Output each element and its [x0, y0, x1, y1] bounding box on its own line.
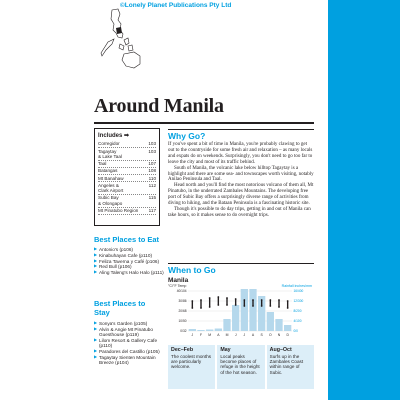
climate-chart	[166, 283, 314, 341]
list-item: ▶ Tagaytay Sienten Mountain Breeze (p104)	[94, 355, 166, 365]
right-tick-label: 12/300	[293, 299, 304, 304]
left-tick-label: 40/104	[176, 289, 187, 294]
includes-item[interactable]: Mt Pinatubo Region 117	[98, 207, 156, 213]
left-tick-label: 30/86	[178, 299, 187, 304]
month-label: A	[217, 333, 220, 337]
rainfall-bar	[223, 319, 230, 331]
left-axis	[177, 289, 187, 333]
list-item: ▶ Sonya's Garden (p105)	[94, 321, 166, 326]
temp-high-point	[235, 298, 237, 300]
rainfall-bar	[232, 305, 239, 331]
temp-low-point	[209, 306, 211, 308]
month-label: A	[251, 333, 255, 337]
temp-high-point	[269, 299, 271, 301]
rainfall-bar	[275, 319, 282, 331]
best-eat-heading: Best Places to Eat	[94, 235, 160, 244]
season-text: Surfs up in the Zambales Coast within range of Subic.	[269, 354, 304, 375]
list-item: ▶ Aling Taleng's Halo Halo (p111)	[94, 270, 166, 275]
list-item: ▶ Alvin & Angie Mt Pinatubo Guesthouse (p119)	[94, 327, 166, 337]
copyright-text: ©Lonely Planet Publications Pty Ltd	[120, 2, 232, 9]
includes-item[interactable]: Corregidor 103	[98, 141, 156, 147]
list-item: ▶ Red Bull (p106)	[94, 264, 166, 269]
month-label: M	[225, 333, 229, 337]
paragraph: Though it's possible to do day trips, getting in and out of Manila can take hours, so it makes sense to do overnight trips.	[168, 206, 311, 218]
month-label: J	[191, 333, 194, 337]
temp-low-point	[261, 305, 263, 307]
list-item: ▶ Antonio's (p106)	[94, 247, 166, 252]
temp-low-point	[191, 307, 193, 309]
season-box	[168, 345, 215, 389]
temp-low-point	[252, 305, 254, 307]
temp-high-point	[217, 296, 219, 298]
page-edge-gap	[314, 0, 328, 400]
list-item: ▶ Feliza Taverna y Café (p106)	[94, 259, 166, 264]
left-tick-label: 0/32	[180, 329, 187, 334]
temp-axis-label: °C/°F Temp	[168, 284, 187, 288]
temp-high-point	[200, 299, 202, 301]
includes-item[interactable]: Batangas 108	[98, 168, 156, 174]
month-label: F	[199, 333, 203, 337]
when-to-go-rule	[168, 263, 314, 264]
includes-item[interactable]: Taal 107	[98, 161, 156, 167]
rainfall-bar	[249, 289, 256, 331]
best-stay-list	[94, 321, 166, 366]
rainfall-bar	[206, 330, 213, 332]
temp-low-point	[235, 304, 237, 306]
month-label: J	[243, 333, 246, 337]
title-rule	[94, 122, 314, 124]
right-tick-label: 16/400	[293, 289, 304, 294]
month-label: O	[269, 333, 272, 337]
right-axis	[294, 289, 304, 333]
month-label: S	[260, 333, 263, 337]
season-box	[267, 345, 314, 389]
temp-high-point	[252, 299, 254, 301]
philippines-locator-map	[96, 6, 146, 72]
best-eat-list	[94, 247, 166, 276]
temp-high-point	[261, 299, 263, 301]
season-title: May	[220, 347, 231, 353]
temp-high-point	[191, 300, 193, 302]
list-item: ▶ Paradores del Castillo (p105)	[94, 349, 166, 354]
temp-low-point	[226, 304, 228, 306]
season-title: Dec–Feb	[171, 347, 194, 353]
month-label: M	[208, 333, 212, 337]
includes-item[interactable]: Mt Banahaw 110	[98, 175, 156, 181]
season-boxes	[168, 345, 314, 389]
temp-high-point	[226, 297, 228, 299]
left-tick-label: 20/68	[178, 309, 187, 314]
temp-high-point	[287, 300, 289, 302]
temp-low-point	[287, 307, 289, 309]
rainfall-bar	[284, 325, 291, 331]
when-to-go-heading: When to Go	[168, 265, 216, 275]
includes-item[interactable]: Angeles & Clark Airport 112	[98, 182, 156, 194]
rainfall-bar	[267, 312, 274, 331]
climate-place: Manila	[168, 277, 189, 284]
month-label: J	[234, 333, 237, 337]
temp-low-point	[243, 305, 245, 307]
temp-high-point	[278, 299, 280, 301]
rainfall-series	[189, 289, 292, 331]
includes-heading: Includes ➡	[98, 133, 130, 139]
temp-low-point	[269, 305, 271, 307]
temp-low-point	[217, 304, 219, 306]
rainfall-bar	[215, 329, 222, 332]
includes-box	[94, 128, 160, 226]
season-text: The coolest months are particularly welcome.	[171, 354, 212, 370]
includes-item[interactable]: Tagaytay & Lake Taal 103	[98, 148, 156, 159]
season-title: Aug–Oct	[269, 347, 292, 353]
month-label: N	[277, 333, 281, 337]
why-go-rule	[168, 129, 314, 130]
why-go-body	[168, 142, 314, 219]
season-text: Local peaks become places of refuge in the height of the hot season.	[220, 354, 260, 375]
best-stay-heading: Best Places to Stay	[94, 299, 146, 317]
paragraph: South of Manila, the volcanic lake below hilltop Tagaytay is a highlight and there are some sea- and townscapes worth visiting, notably Anilao Peninsula and Taal.	[168, 165, 314, 183]
list-item: ▶ Kinabuhayan Cafe (p110)	[94, 253, 166, 258]
why-go-heading: Why Go?	[168, 131, 206, 141]
rain-axis-label: Rainfall inches/mm	[281, 284, 312, 288]
left-tick-label: 10/50	[178, 319, 187, 324]
includes-item[interactable]: Subic Bay & Olongapo 115	[98, 195, 156, 206]
temp-low-point	[200, 307, 202, 309]
month-label: D	[286, 333, 289, 337]
rainfall-bar	[197, 330, 204, 331]
month-labels	[191, 333, 289, 337]
paragraph: Head north and you'll find the most notorious volcano of them all, Mt Pinatubo, in the underrated Zambales Mountains. The developing free port of Subic Bay offers a surprisingly diverse range of activities from diving to hiking, and the Bataan Peninsula is a fascinating historic site.	[168, 183, 314, 207]
temp-high-point	[209, 297, 211, 299]
right-tick-label: 4/100	[293, 319, 302, 324]
paragraph: If you've spent a bit of time in Manila, you're probably clawing to get out to the countryside for some fresh air and relaxation – as many locals and expats do on weekends. Surprisingly, you don't need to go too far to leave the city and most of its traffic behind.	[168, 142, 313, 165]
season-box	[217, 345, 264, 389]
temperature-series	[191, 296, 288, 309]
rainfall-bar	[189, 329, 196, 331]
chapter-title: Around Manila	[94, 95, 224, 117]
temp-low-point	[278, 306, 280, 308]
right-tick-label: 8/200	[293, 309, 302, 314]
temp-high-point	[243, 299, 245, 301]
list-item: ▶ Lilom Resort & Gallery Cafe (p110)	[94, 338, 166, 348]
rainfall-bar	[241, 289, 248, 331]
right-tick-label: 0/0	[293, 329, 298, 334]
